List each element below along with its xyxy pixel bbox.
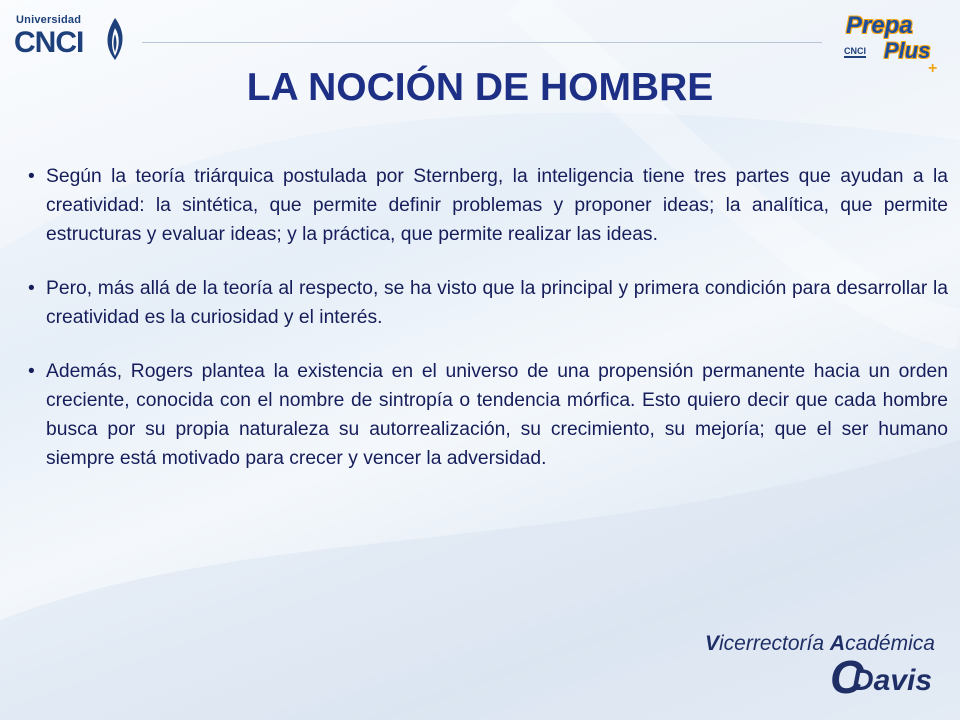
bullet-marker: • [28,278,35,299]
vice-initial-a: A [829,632,846,655]
bullet-list [28,162,948,498]
bullet-text: Según la teoría triárquica postulada por Sternberg, la inteligencia tiene tres partes que ayudan a la creatividad: la sintética, que permite definir problemas y proponer ideas; la analítica, que permite estructuras y evaluar ideas; y la práctica, que permite realizar las ideas. [46,166,948,245]
cnci-logo [14,12,134,64]
bullet-item [28,274,948,332]
prepa-logo-plus-word: Plus [884,38,931,63]
bullet-text: Además, Rogers plantea la existencia en el universo de una propensión permanente hacia un orden creciente, conocida con el nombre de sintropía o tendencia mórfica. Esto quiero decir que cada hombre busca por su propia naturaleza su autorrealización, su crecimiento, su mejoría; que el ser humano siempre está motivado para crecer y vencer la adversidad. [46,361,948,469]
vice-text-2: cadémica [845,632,935,655]
prepa-logo-word: Prepa [846,12,913,39]
cnci-logo-university-text: Universidad [16,14,82,26]
header-divider [142,42,822,43]
slide-title: LA NOCIÓN DE HOMBRE [246,66,714,109]
plus-icon: + [928,60,938,77]
prepa-logo-cnci: CNCI [844,46,866,56]
flame-icon [102,16,128,62]
vice-initial-v: V [705,632,720,655]
davis-logo [830,651,940,706]
cnci-logo-wordmark: CNCI [14,26,84,59]
bullet-marker: • [28,166,35,187]
bullet-text: Pero, más allá de la teoría al respecto, se ha visto que la principal y primera condición para desarrollar la creatividad es la curiosidad y el interés. [46,278,948,328]
vice-text-1: icerrectoría [719,632,830,655]
davis-logo-word: Davis [852,664,933,697]
bullet-marker: • [28,361,35,382]
bullet-item [28,357,948,473]
bullet-item [28,162,948,249]
davis-logo-c: C [830,651,864,703]
vicerrectoria-footer [705,632,935,656]
